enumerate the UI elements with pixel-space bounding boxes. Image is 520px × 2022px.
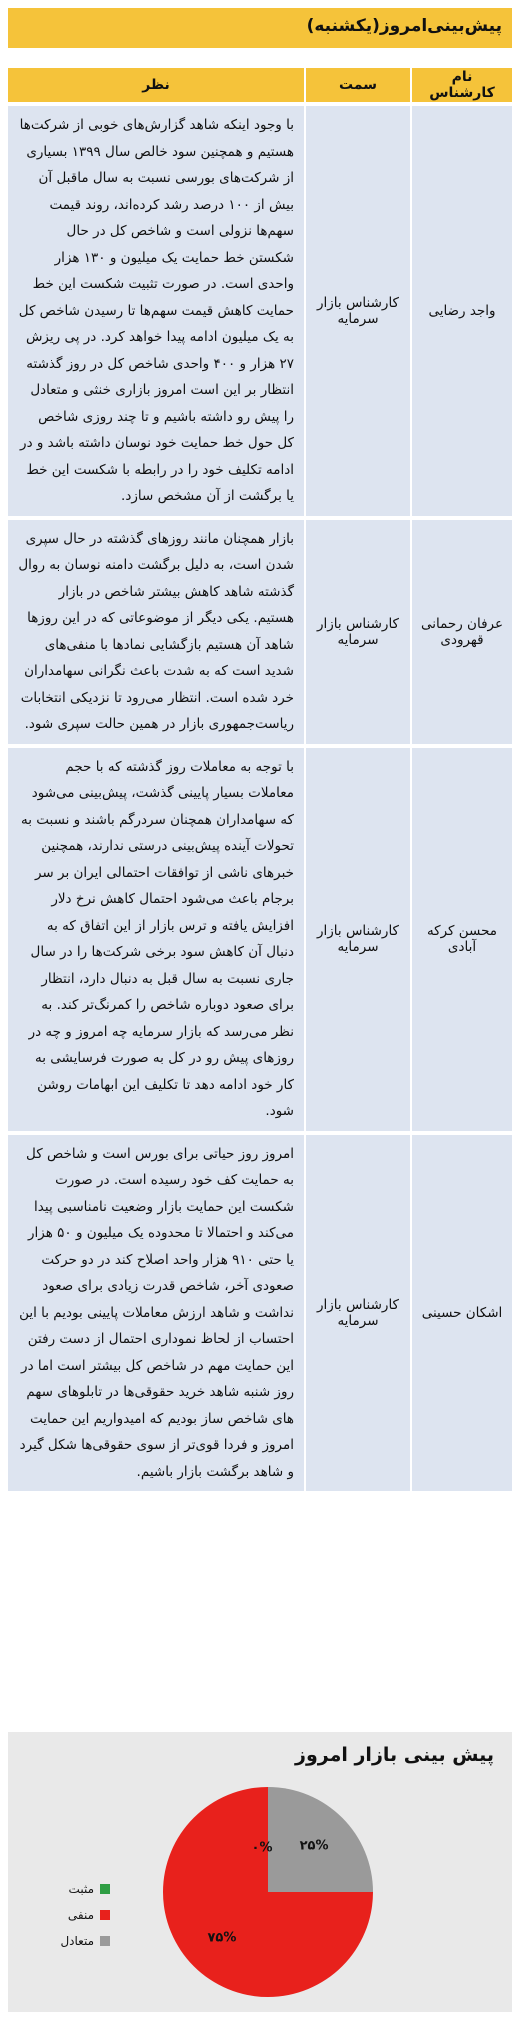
table-row [8, 106, 512, 516]
expert-name: عرفان رحمانی قهرودی [410, 520, 512, 744]
legend-item [20, 1902, 110, 1928]
expert-role: کارشناس بازار سرمایه [304, 106, 410, 516]
pie-chart [8, 1732, 512, 2012]
expert-name: اشکان حسینی [410, 1135, 512, 1492]
legend-swatch [100, 1884, 110, 1894]
header-bar [8, 8, 512, 48]
legend-label: مثبت [68, 1882, 94, 1896]
table-row [8, 748, 512, 1131]
expert-role: کارشناس بازار سرمایه [304, 520, 410, 744]
pie-label-2: ۲۵% [299, 1838, 329, 1854]
page-title: پیش‌بینی‌امروز(یکشنبه) [306, 16, 502, 36]
table-row [8, 520, 512, 744]
pie-label-0: ۰% [251, 1840, 273, 1856]
expert-opinion: امروز روز حیاتی برای بورس است و شاخص کل به حمایت کف خود رسیده است. در صورت شکست این حمایت بازار وضعیت نامناسبی پیدا می‌کند و احتمالا تا محدوده یک میلیون و ۵۰ هزار یا حتی ۹۱۰ هزار واحد اصلاح کند در دو حرکت صعودی آخر، شاخص قدرت زیادی برای صعود نداشت و شاهد ارزش معاملات پایینی بودیم با این احتساب از لحاظ نموداری احتمال از دست رفتن این حمایت مهم در شاخص کل بیشتر است اما در روز شنبه شاهد خرید حقوقی‌ها در تابلوهای سهم های شاخص ساز بودیم که امیدواریم این حمایت امروز و فردا قوی‌تر از سوی حقوقی‌ها شکل گیرد و شاهد برگشت بازار باشیم. [8, 1135, 304, 1492]
column-header-opinion: نظر [8, 68, 304, 102]
expert-opinion: بازار همچنان مانند روزهای گذشته در حال سپری شدن است، به دلیل برگشت دامنه نوسان به روال گذشته شاهد کاهش بیشتر شاخص در بازار هستیم. یکی دیگر از موضوعاتی که در این روزها شاهد آن هستیم بازگشایی نمادها با منفی‌های شدید است که به شدت باعث نگرانی سهامداران خرد شده است. انتظار می‌رود تا نزدیکی انتخابات ریاست‌جمهوری بازار در همین حالت سپری شود. [8, 520, 304, 744]
table-row [8, 1135, 512, 1492]
market-forecast-chart [8, 1732, 512, 2012]
expert-name: واجد رضایی [410, 106, 512, 516]
expert-name: محسن کرکه آبادی [410, 748, 512, 1131]
expert-table [8, 64, 512, 1495]
legend-item [20, 1928, 110, 1954]
expert-opinion: با وجود اینکه شاهد گزارش‌های خوبی از شرکت‌ها هستیم و همچنین سود خالص سال ۱۳۹۹ بسیاری از شرکت‌های بورسی نسبت به سال ماقبل آن بیش از ۱۰۰ درصد رشد کرده‌اند، روند قیمت سهم‌ها نزولی است و شاخص کل در حال شکستن خط حمایت یک میلیون و ۱۳۰ هزار واحدی است. در صورت تثبیت شکست این خط حمایت کاهش قیمت سهم‌ها تا رسیدن شاخص کل به یک میلیون ادامه پیدا خواهد کرد. در پی ریزش ۲۷ هزار و ۴۰۰ واحدی شاخص کل در روز گذشته انتظار بر این است امروز بازاری خنثی و متعادل را پیش رو داشته باشیم و تا چند روزی شاخص کل حول خط حمایت خود نوسان داشته باشد و در ادامه تکلیف خود را در رابطه با شکست این خط یا برگشت از آن مشخص سازد. [8, 106, 304, 516]
legend-label: متعادل [60, 1934, 94, 1948]
legend-swatch [100, 1936, 110, 1946]
legend-swatch [100, 1910, 110, 1920]
column-header-name: نام کارشناس [410, 68, 512, 102]
legend-item [20, 1876, 110, 1902]
legend-label: منفی [67, 1908, 94, 1922]
chart-legend [20, 1876, 110, 1954]
expert-opinion: با توجه به معاملات روز گذشته که با حجم معاملات بسیار پایینی گذشت، پیش‌بینی می‌شود که سهامداران همچنان سردرگم باشند و نسبت به تحولات آینده پیش‌بینی درستی ندارند، همچنین خبرهای ناشی از توافقات احتمالی ایران بر سر برجام باعث می‌شود احتمال کاهش نرخ دلار افزایش یافته و ترس بازار از این اتفاق که به دنبال آن کاهش سود برخی شرکت‌ها را در سال جاری نسبت به سال قبل به دنبال دارد، انتظار برای صعود دوباره شاخص را کمرنگ‌تر کند. به نظر می‌رسد که بازار سرمایه چه امروز و چه در روزهای پیش رو در کل به صورت فرسایشی به کار خود ادامه دهد تا تکلیف این ابهامات روشن شود. [8, 748, 304, 1131]
expert-role: کارشناس بازار سرمایه [304, 748, 410, 1131]
column-header-role: سمت [304, 68, 410, 102]
expert-role: کارشناس بازار سرمایه [304, 1135, 410, 1492]
pie-label-1: ۷۵% [207, 1930, 237, 1946]
table-header-row [8, 68, 512, 102]
chart-title: پیش بینی بازار امروز [295, 1744, 494, 1766]
